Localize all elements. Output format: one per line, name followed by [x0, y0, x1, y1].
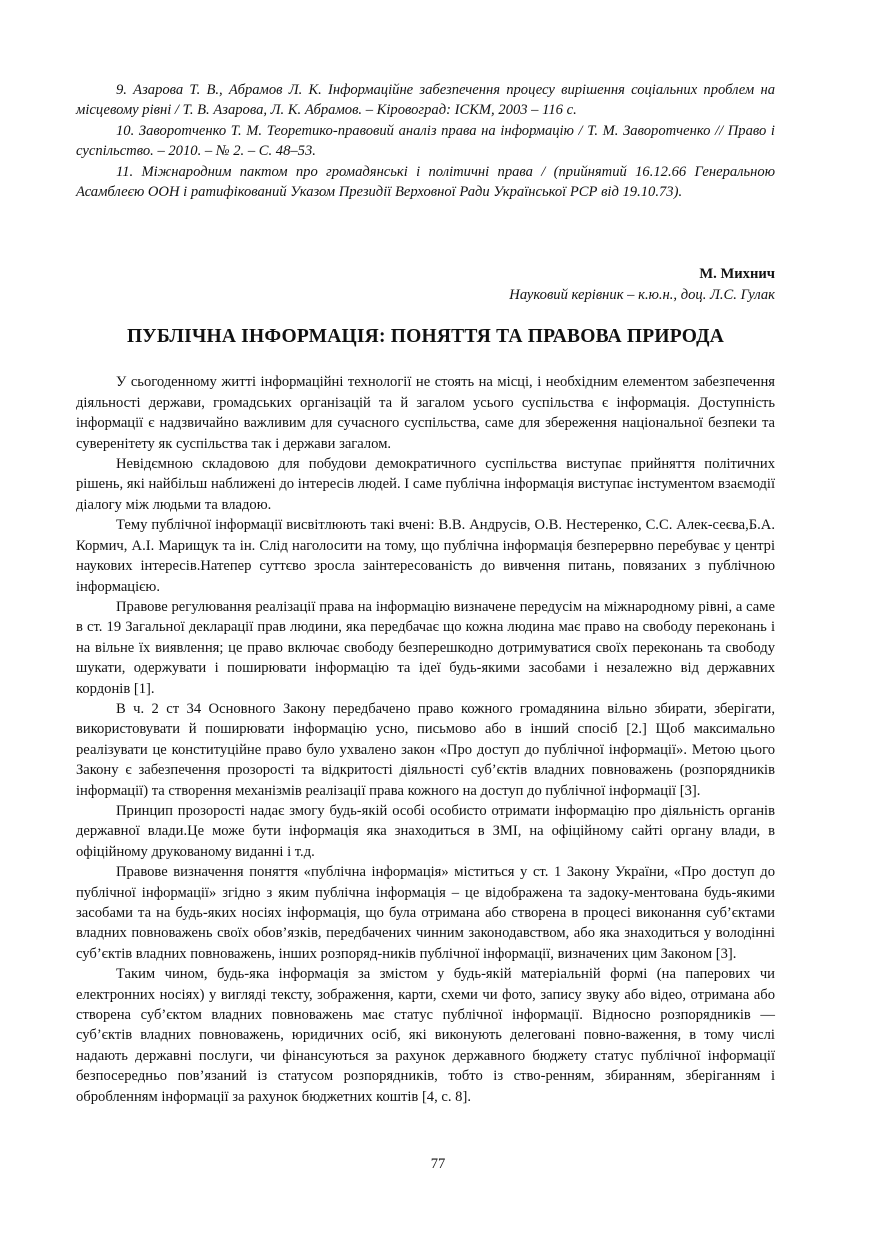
body-paragraph: Правове регулювання реалізації права на інформацію визначене передусім на міжнародному рівні, а саме в ст. 19 Загальної декларації прав людини, яка передбачає що кожна людина має право на свободу переконань і на вільне їх виявлення; це право включає свободу безперешкодно дотримуватися своїх переконань та свободу шукати, одержувати і поширювати інформацію та ідеї будь-якими засобами і незалежно від державних кордонів [1]. [76, 598, 775, 697]
body-paragraph: Тему публічної інформації висвітлюють такі вчені: В.В. Андрусів, О.В. Нестеренко, С.С. Алек-сеєва,Б.А. Кормич, А.І. Марищук та ін. Слід наголосити на тому, що публічна інформація безперервно перебуває у центрі наукових інтересів.Натепер суттєво зросла заінтересованість до вивчення питань, повязаних з публічною інформацією. [76, 517, 775, 595]
reference-item: 9. Азарова Т. В., Абрамов Л. К. Інформаційне забезпечення процесу вирішення соціальних проблем на місцевому рівні / Т. В. Азарова, Л. К. Абрамов. – Кіровоград: ІСКМ, 2003 – 116 с. [76, 82, 775, 119]
article-title: ПУБЛІЧНА ІНФОРМАЦІЯ: ПОНЯТТЯ ТА ПРАВОВА ПРИРОДА [126, 326, 725, 348]
body-paragraph: Правове визначення поняття «публічна інформація» міститься у ст. 1 Закону України, «Про доступ до публічної інформації» згідно з яким публічна інформація – це відображена та задоку-ментована будь-якими засобами та на будь-яких носіях інформація, що була отримана або створена в процесі виконання суб’єктами владних повноважень своїх обов’язків, передбачених чинним законодавством, або яка знаходиться у володінні суб’єктів владних повноважень, інших розпоряд-ників публічної інформації, визначених цим Законом [3]. [76, 864, 775, 962]
body-paragraph: Таким чином, будь-яка інформація за змістом у будь-якій матеріальній формі (на паперових чи електронних носіях) у вигляді тексту, зображення, карти, схеми чи фото, запису звуку або відео, отримана або створена суб’єктом владних повноважень має статус публічної інформації. Відносно розпорядників — суб’єктів владних повноважень, юридичних осіб, які виконують делеговані повно-важення, в тому числі надають державні послуги, чи фінансуються за рахунок державного бюджету статус публічної інформації безпосередньо пов’язаний із статусом розпорядників, тобто із ство-ренням, збиранням, зберіганням і обробленням інформації за рахунок бюджетних коштів [4, с. 8]. [76, 966, 775, 1105]
article-body [76, 372, 775, 1107]
author-block [76, 264, 775, 306]
reference-list [76, 80, 775, 202]
body-paragraph: У сьогоденному житті інформаційні технології не стоять на місці, і необхідним елементом забезпечення діяльності держави, громадських організацій та й загалом усього суспільства є інформація. Доступність інформації є надзвичайно важливим для сучасного суспільства, саме для збереження національної безпеки та суверенітету як суспільства так і держави загалом. [76, 374, 775, 452]
body-paragraph: В ч. 2 ст 34 Основного Закону передбачено право кожного громадянина вільно збирати, зберігати, використовувати й поширювати інформацію усно, письмово або в інший спосіб [2.] Щоб максимально реалізувати це конституційне право було ухвалено закон «Про доступ до публічної інформації». Метою цього Закону є забезпечення прозорості та відкритості діяльності суб’єктів владних повноважень (розпорядників інформації) та створення механізмів реалізації права кожного на доступ до публічної інформації [3]. [76, 700, 775, 799]
page-number: 77 [430, 1156, 446, 1172]
body-paragraph: Принцип прозорості надає змогу будь-якій особі особисто отримати інформацію про діяльність органів державної влади.Це може бути інформація яка знаходиться в ЗМІ, на офіційному сайті органу влади, в офіційному друкованому виданні і т.д. [76, 802, 775, 860]
reference-item: 11. Міжнародним пактом про громадянські і політичні права / (прийнятий 16.12.66 Генеральною Асамблеєю ООН і ратифікований Указом Президії Верховної Ради Української РСР від 19.10.73). [76, 163, 775, 201]
body-paragraph: Невідємною складовою для побудови демократичного суспільства виступає прийняття політичних рішень, які найбільш наближені до інтересів людей. І саме публічна інформація виступає інстументом взаємодії діалогу між людьми та владою. [76, 456, 775, 513]
author-name: М. Михнич [699, 266, 775, 283]
page-content [76, 80, 775, 1107]
reference-item: 10. Заворотченко Т. М. Теоретико-правовий аналіз права на інформацію / Т. М. Заворотченко // Право і суспільство. – 2010. – № 2. – С. 48–53. [76, 122, 775, 160]
supervisor-line: Науковий керівник – к.ю.н., доц. Л.С. Гулак [509, 287, 775, 304]
